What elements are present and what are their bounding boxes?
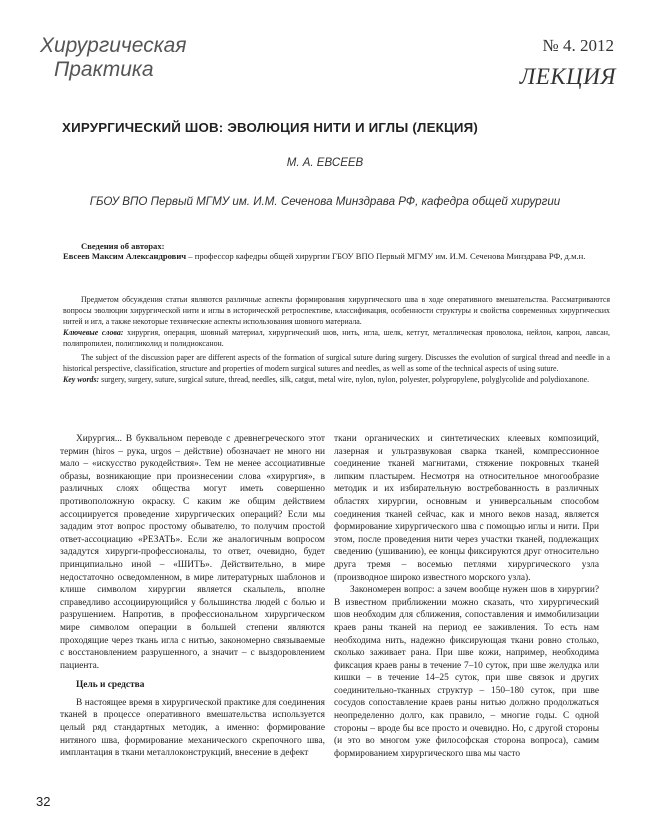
body-column-left: [60, 433, 325, 760]
author-description: – профессор кафедры общей хирургии ГБОУ ВПО Первый МГМУ им. И.М. Сеченова Минздрава РФ, д.м.н.: [186, 251, 586, 261]
logo-line-1: Хирургическая: [40, 34, 187, 57]
keywords-label-ru: Ключевые слова:: [63, 327, 124, 337]
author-name: Евсеев Максим Александрович: [63, 251, 187, 261]
keywords-ru: хирургия, операция, шовный материал, хирургический шов, нить, игла, шелк, кетгут, металлическая проволока, нейлон, капрон, лавсан, полипропилен, полигликолид и полидиоксанон.: [63, 327, 611, 348]
paragraph: В настоящее время в хирургической практике для соединения тканей в процессе оперативного вмешательства используется целый ряд стандартных методик, а именно: формирование нитяного шва, формирование механического скрепочного шва, имплантация в ткани металлоконструкций, внесение в дефект: [60, 697, 325, 759]
abstract-russian: [63, 295, 610, 350]
about-authors-text: [63, 251, 608, 262]
body-column-right: [334, 433, 599, 760]
author-affiliation: ГБОУ ВПО Первый МГМУ им. И.М. Сеченова Минздрава РФ, кафедра общей хирургии: [89, 195, 561, 208]
keywords-en: surgery, surgery, suture, surgical suture, thread, needles, silk, catgut, metal wire, nylon, nylon, polyester, polypropylene, polyglycolide and polydioxanone.: [99, 374, 590, 384]
keywords-label-en: Key words:: [63, 374, 100, 384]
article-author: М. А. ЕВСЕЕВ: [286, 157, 364, 169]
logo-line-2: Практика: [54, 58, 154, 81]
article-title: ХИРУРГИЧЕСКИЙ ШОВ: ЭВОЛЮЦИЯ НИТИ И ИГЛЫ (ЛЕКЦИЯ): [62, 120, 479, 135]
paragraph: Закономерен вопрос: а зачем вообще нужен шов в хирургии? В известном приближении можно сказать, что хирургический шов необходим для сближения, сопоставления и иммобилизации краев раны тканей на период ее заживления. То есть нам необходима нить, надежно фиксирующая ткани ровно столько, сколько заживает рана. При шве кожи, например, необходима фиксация краев раны в течение 7–10 суток, при шве желудка или кишки – в течение 14–25 суток, при шве связок и других соединительно-тканных структур – 150–180 суток, при шве сосудов сопоставление краев раны нитью должно продолжаться неопределенно долго, как правило, – многие годы. С одной стороны – вроде бы все просто и очевидно. Но, с другой стороны (и это во многом уже философская сторона вопроса), самим формированием хирургического шва мы часто: [334, 585, 599, 759]
page-number: 32: [36, 794, 51, 809]
section-label: ЛЕКЦИЯ: [519, 64, 616, 89]
paragraph: Хирургия... В буквальном переводе с древнегреческого этот термин (hiros – рука, urgos – действие) обозначает не много ни мало – «искусство рукодействия». Тем не менее ассоциативные образы, возникающие при произнесении слова «хирургия», в различных слоях общества могут иметь совершенно противоположную окраску. С каким же общим действием ассоциируется проведение хирургических операций? Если мы зададим этот вопрос простому обывателю, то получим простой ответ-ассоциацию «РЕЗАТЬ». Если же аналогичным вопросом зададутся хирурги-профессионалы, то ответ, очевидно, будет принципиально иной – «ШИТЬ». Действительно, в мире недостаточно осведомленном, в мире литературных шаблонов и клише символом хирургии является скальпель, вполне справедливо ассоциирующийся у большинства людей с болью и разрушением. Напротив, в профессиональном хирургическом мире символом операции в большей степени являются проходящие через ткань игла с нитью, закономерно связываемые с восстановлением разрушенного, а значит – с выздоровлением пациента.: [60, 434, 325, 671]
section-heading: Цель и средства: [76, 680, 145, 691]
issue-number: № 4. 2012: [542, 36, 614, 55]
paragraph: ткани органических и синтетических клеевых композиций, лазерная и ультразвуковая сварка тканей, компрессионное соединение тканей магнитами, стяжение покровных тканей липким пластырем. Несмотря на относительное многообразие методик и их избирательную востребованность в различных областях хирургии, основным и универсальным способом соединения тканей сейчас, как и много веков назад, является формирование хирургического шва с помощью иглы и нити. При этом, после проведения нити через участки тканей, подлежащих сведению (ушиванию), ее концы фиксируются друг относительно друга тремя – восемью петлями хирургического узла (производное широко известного морского узла).: [334, 434, 599, 583]
abstract-english: [63, 353, 610, 386]
about-authors-heading: Сведения об авторах:: [81, 241, 165, 251]
abstract-english-text: The subject of the discussion paper are different aspects of the formation of surgical suture during surgery. Discusses the evolution of surgical thread and needle in a historical perspective, classification, structure and properties of modern surgical sutures and needles, as well as some of the technical aspects of using suture.: [63, 353, 610, 373]
journal-logo: [34, 28, 224, 84]
abstract-russian-text: Предметом обсуждения статьи являются различные аспекты формирования хирургического шва в ходе оперативного вмешательства. Рассматриваются вопросы эволюции хирургической нити и иглы в исторической ретроспективе, классификация, особенности структуры и свойства современных хирургических нитей и игл, а также некоторые технические аспекты использования шовного материала.: [63, 295, 610, 326]
